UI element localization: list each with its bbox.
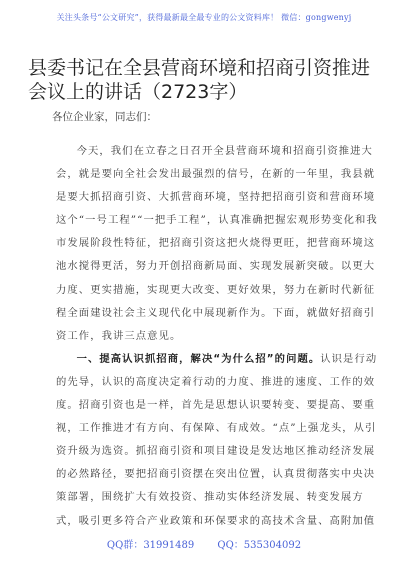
document-title: 县委书记在全县营商环境和招商引资推进会议上的讲话（2723字）: [28, 57, 371, 103]
footer-qq-group: QQ群：31991489: [106, 540, 195, 551]
footer-contact: [0, 536, 408, 551]
paragraph-intro: 今天，我们在立春之日召开全县营商环境和招商引资推进大会，就是要向全社会发出最强烈的信号，在新的一年里，我县就是要大抓招商引资、大抓营商环境，坚持把招商引资和营商环境这个“一号工程”“一把手工程”，认真准确把握宏观形势变化和我市发展阶段性特征，把招商引资这把火烧得更旺，把营商环境这池水搅得更活，努力开创招商新局面、实现发展新突破。以更大力度、更实措施，实现更大改变、更好效果，努力在新时代新征程全面建设社会主义现代化中展现新作为。下面，就做好招商引资工作，我讲三点意见。: [56, 145, 378, 342]
section-heading: 一、提高认识抓招商，解决“为什么招”的问题。: [76, 352, 321, 365]
salutation: 各位企业家，同志们：: [52, 111, 157, 123]
footer-qq: QQ：535304092: [217, 540, 302, 551]
document-body: [56, 140, 378, 533]
header-banner: 关注头条号“公文研究”，获得最新最全最专业的公文资料库！ 微信：gongwenyj: [56, 13, 352, 22]
paragraph-section-one: [56, 348, 378, 533]
section-one-text: 认识是行动的先导，认识的高度决定着行动的力度、推进的速度、工作的效度。招商引资也是一样，首先是思想认识要转变、要提高、要重视，工作推进才有方向、有保障、有成效。“点”上强龙头，从引资升级为选资。抓招商引资和项目建设是发达地区推动经济发展的必然路径，要把招商引资摆在突出位置，认真贯彻落实中央决策部署，围绕扩大有效投资、推动实体经济发展、转变发展方式，吸引更多符合产业政策和环保要求的高技术含量、高附加值: [56, 352, 378, 527]
